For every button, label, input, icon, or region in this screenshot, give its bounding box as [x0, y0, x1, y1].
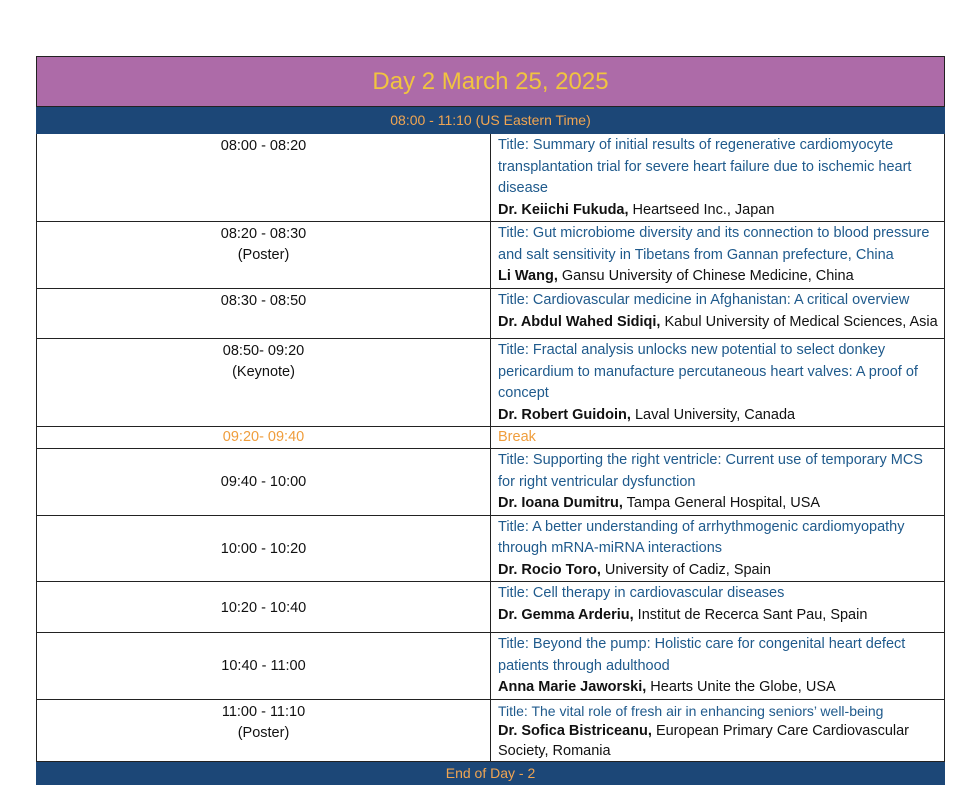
speaker-affiliation: European Primary Care Cardiovascular Society, Romania [498, 722, 909, 759]
session-details [491, 633, 945, 700]
session-speaker-line [498, 605, 942, 627]
speaker-name: Dr. Keiichi Fukuda, [498, 201, 629, 218]
session-details [491, 449, 945, 516]
speaker-affiliation: Kabul University of Medical Sciences, Asia [660, 313, 938, 330]
session-title: Title: Fractal analysis unlocks new potential to select donkey pericardium to manufacture percutaneous heart valves: A proof of concept [498, 342, 918, 401]
speaker-name: Li Wang, [498, 268, 558, 284]
session-time: 08:50- 09:20 [222, 343, 305, 359]
session-time: 08:20 - 08:30 [220, 226, 307, 242]
speaker-affiliation: Laval University, Canada [630, 406, 796, 423]
session-title: Title: Cardiovascular medicine in Afghanistan: A critical overview [498, 292, 910, 308]
session-row [37, 222, 945, 289]
session-row [37, 699, 945, 761]
speaker-name: Anna Marie Jaworski, [498, 679, 647, 695]
speaker-name: Dr. Ioana Dumitru, [498, 495, 623, 511]
session-time: 08:00 - 08:20 [220, 138, 307, 154]
session-details [491, 582, 945, 633]
time-range-banner: 08:00 - 11:10 (US Eastern Time) [37, 107, 945, 134]
speaker-affiliation: Heartseed Inc., Japan [628, 201, 775, 218]
session-time-cell [37, 515, 491, 582]
session-time: 10:00 - 10:20 [220, 540, 307, 557]
session-note: (Poster) [237, 724, 290, 741]
break-row [37, 427, 945, 449]
session-speaker-line [498, 560, 942, 582]
session-time-cell [37, 449, 491, 516]
session-note: (Keynote) [232, 364, 295, 380]
break-time: 09:20- 09:40 [37, 427, 491, 449]
session-time-cell [37, 289, 491, 339]
session-time-cell [37, 134, 491, 222]
session-title: Title: Cell therapy in cardiovascular diseases [498, 585, 785, 601]
session-speaker-line [498, 405, 942, 427]
session-row [37, 515, 945, 582]
session-row [37, 134, 945, 222]
session-title: Title: The vital role of fresh air in enhancing seniors’ well-being [498, 702, 884, 719]
session-speaker-line [498, 266, 942, 288]
session-time-cell [37, 222, 491, 289]
session-details [491, 699, 945, 761]
day-title-row [37, 57, 945, 107]
session-note: (Poster) [237, 247, 290, 263]
session-row [37, 582, 945, 633]
footer-row [37, 761, 945, 784]
speaker-affiliation: Gansu University of Chinese Medicine, China [557, 268, 854, 284]
session-time: 08:30 - 08:50 [220, 293, 307, 309]
session-title: Title: Supporting the right ventricle: Current use of temporary MCS for right ventricular dysfunction [498, 452, 923, 490]
schedule-table [36, 56, 945, 785]
speaker-affiliation: Institut de Recerca Sant Pau, Spain [633, 606, 868, 623]
session-row [37, 339, 945, 427]
speaker-name: Dr. Sofica Bistriceanu, [498, 722, 652, 739]
session-time-cell [37, 699, 491, 761]
session-title: Title: Summary of initial results of regenerative cardiomyocyte transplantation trial for severe heart failure due to ischemic heart disease [498, 137, 912, 196]
session-title: Title: A better understanding of arrhythmogenic cardiomyopathy through mRNA-miRNA interactions [498, 518, 905, 556]
session-details [491, 222, 945, 289]
session-time-cell [37, 633, 491, 700]
session-title: Title: Gut microbiome diversity and its connection to blood pressure and salt sensitivity in Tibetans from Gannan prefecture, China [498, 225, 930, 263]
session-row [37, 449, 945, 516]
speaker-name: Dr. Gemma Arderiu, [498, 606, 634, 623]
session-time: 10:20 - 10:40 [220, 599, 307, 616]
session-time-cell [37, 339, 491, 427]
time-range-row [37, 107, 945, 134]
session-time-cell [37, 582, 491, 633]
session-details [491, 339, 945, 427]
session-speaker-line [498, 721, 942, 761]
speaker-name: Dr. Robert Guidoin, [498, 406, 631, 423]
speaker-name: Dr. Abdul Wahed Sidiqi, [498, 313, 661, 330]
session-row [37, 633, 945, 700]
speaker-name: Dr. Rocio Toro, [498, 561, 601, 578]
session-time: 10:40 - 11:00 [221, 658, 306, 675]
session-details [491, 515, 945, 582]
session-details [491, 134, 945, 222]
session-row [37, 289, 945, 339]
session-time: 11:00 - 11:10 [221, 703, 306, 720]
session-speaker-line [498, 677, 942, 699]
session-time: 09:40 - 10:00 [220, 474, 307, 491]
session-speaker-line [498, 312, 942, 334]
speaker-affiliation: Tampa General Hospital, USA [622, 495, 821, 511]
session-speaker-line [498, 200, 942, 222]
speaker-affiliation: University of Cadiz, Spain [600, 561, 771, 578]
session-speaker-line [498, 493, 942, 515]
session-title: Title: Beyond the pump: Holistic care for congenital heart defect patients through adulthood [498, 636, 906, 674]
break-label: Break [491, 427, 945, 449]
end-of-day-banner: End of Day - 2 [37, 761, 945, 784]
day-title: Day 2 March 25, 2025 [37, 57, 945, 107]
session-details [491, 289, 945, 339]
speaker-affiliation: Hearts Unite the Globe, USA [646, 679, 836, 695]
